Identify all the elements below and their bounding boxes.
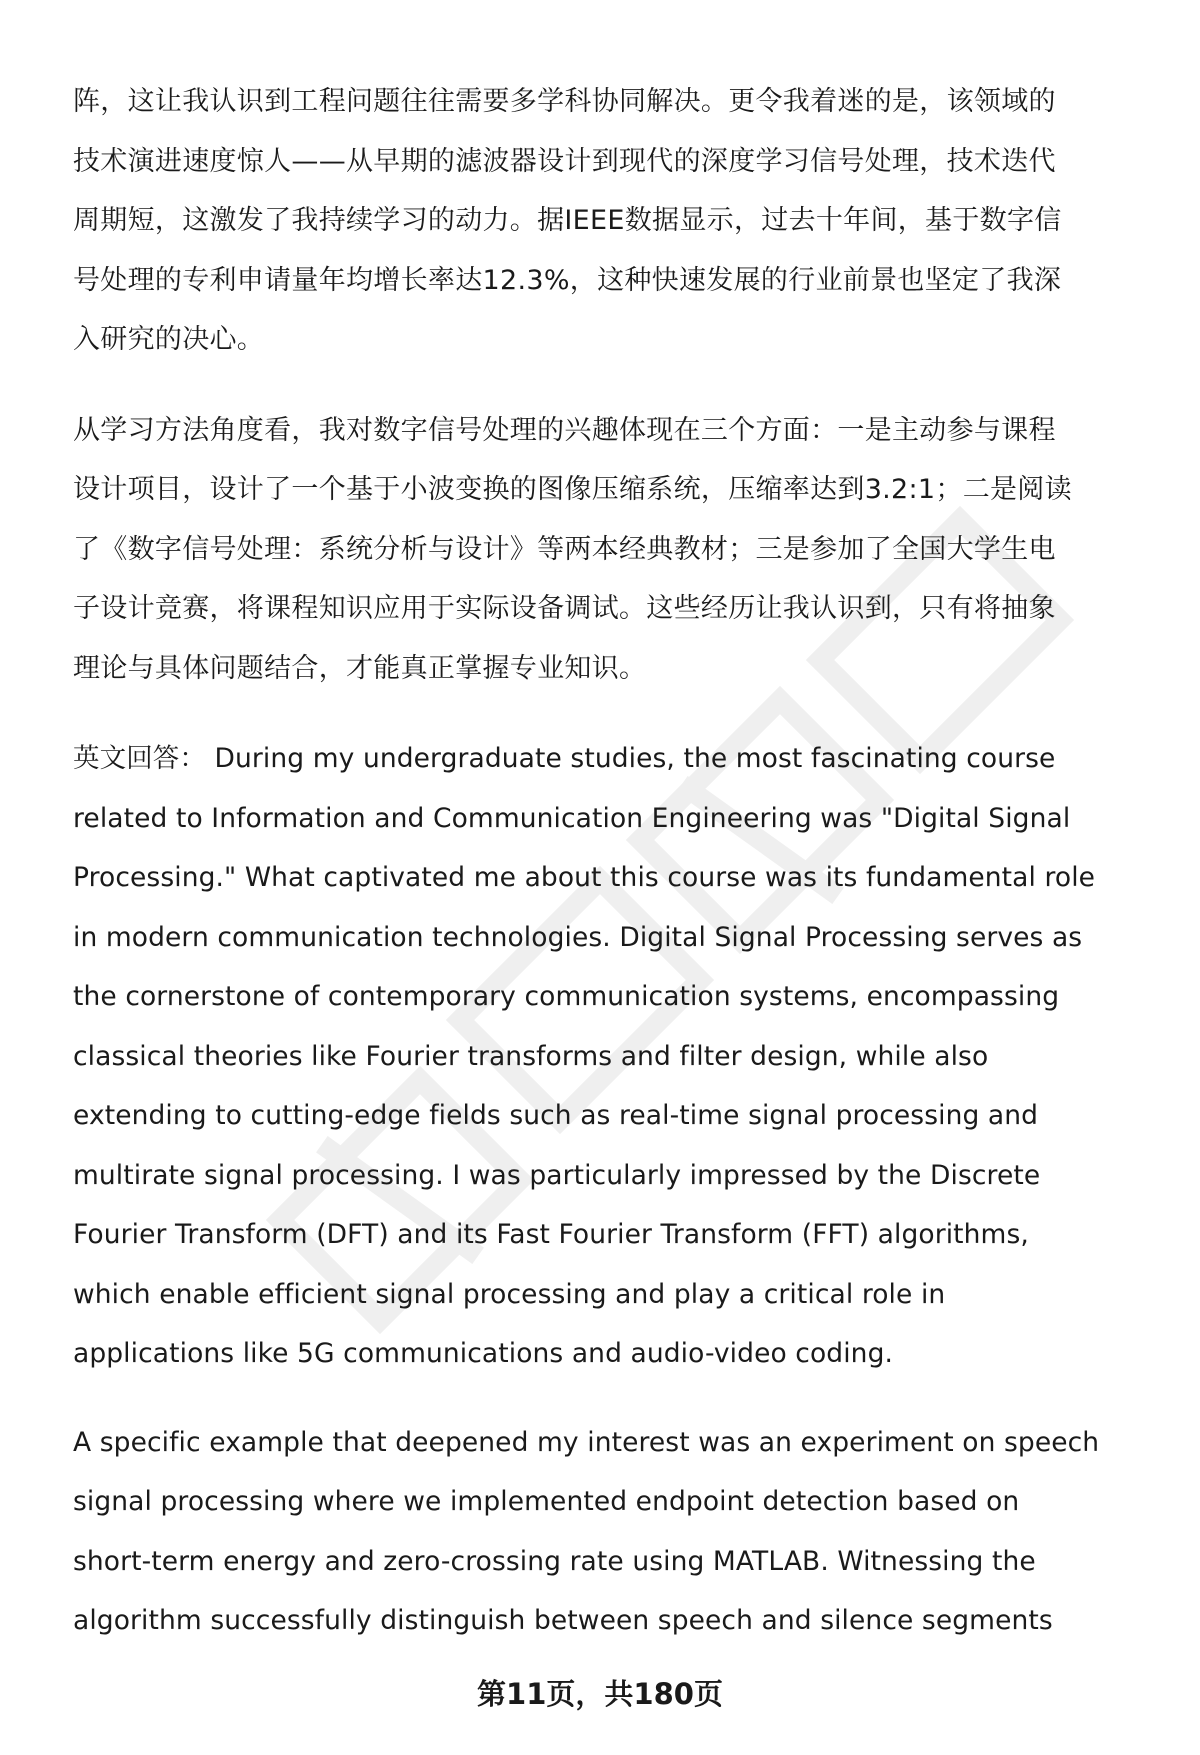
text-line: 周期短，这激发了我持续学习的动力。据IEEE数据显示，过去十年间，基于数字信 — [73, 205, 1062, 236]
paragraph-spacer — [73, 698, 1163, 729]
text-line: 号处理的专利申请量年均增长率达12.3%，这种快速发展的行业前景也坚定了我深 — [73, 264, 1062, 296]
text-line: related to Information and Communication Engineering was "Digital Signal — [73, 802, 1071, 834]
paragraph-zh-2 — [73, 401, 1163, 699]
text-line: applications like 5G communications and audio-video coding. — [73, 1338, 894, 1369]
text-line: the cornerstone of contemporary communication systems, encompassing — [73, 981, 1060, 1012]
text-line: which enable efficient signal processing and play a critical role in — [73, 1278, 946, 1310]
text-line: multirate signal processing. I was particularly impressed by the Discrete — [73, 1159, 1041, 1191]
text-line: 设计项目，设计了一个基于小波变换的图像压缩系统，压缩率达到3.2:1；二是阅读 — [73, 474, 1072, 505]
document-body — [73, 72, 1163, 1651]
paragraph-zh-1 — [73, 72, 1163, 370]
text-line: signal processing where we implemented endpoint detection based on — [73, 1486, 1020, 1517]
text-line: in modern communication technologies. Digital Signal Processing serves as — [73, 921, 1083, 953]
paragraph-en-1 — [73, 729, 1163, 1384]
text-line: 子设计竞赛，将课程知识应用于实际设备调试。这些经历让我认识到，只有将抽象 — [73, 593, 1056, 624]
text-line: 技术演进速度惊人——从早期的滤波器设计到现代的深度学习信号处理，技术迭代 — [73, 145, 1056, 177]
page-number-footer: 第11页，共180页 — [477, 1677, 723, 1711]
text-line: A specific example that deepened my interest was an experiment on speech — [73, 1426, 1100, 1458]
text-line: 从学习方法角度看，我对数字信号处理的兴趣体现在三个方面：一是主动参与课程 — [73, 414, 1056, 446]
text-line: 阵，这让我认识到工程问题往往需要多学科协同解决。更令我着迷的是，该领域的 — [73, 86, 1056, 117]
text-line: 了《数字信号处理：系统分析与设计》等两本经典教材；三是参加了全国大学生电 — [73, 533, 1056, 565]
paragraph-spacer — [73, 370, 1163, 401]
text-line: classical theories like Fourier transforms and filter design, while also — [73, 1040, 989, 1072]
text-line: algorithm successfully distinguish between speech and silence segments — [73, 1605, 1053, 1636]
text-line: short-term energy and zero-crossing rate using MATLAB. Witnessing the — [73, 1545, 1036, 1577]
text-line: Processing." What captivated me about this course was its fundamental role — [73, 862, 1096, 893]
text-line: Fourier Transform (DFT) and its Fast Fourier Transform (FFT) algorithms, — [73, 1219, 1029, 1250]
text-line: 入研究的决心。 — [73, 324, 265, 355]
paragraph-spacer — [73, 1384, 1163, 1413]
paragraph-en-2 — [73, 1413, 1163, 1651]
text-line: 英文回答： During my undergraduate studies, the most fascinating course — [73, 743, 1056, 774]
text-line: 理论与具体问题结合，才能真正掌握专业知识。 — [73, 652, 647, 684]
text-line: extending to cutting-edge fields such as real-time signal processing and — [73, 1100, 1039, 1131]
